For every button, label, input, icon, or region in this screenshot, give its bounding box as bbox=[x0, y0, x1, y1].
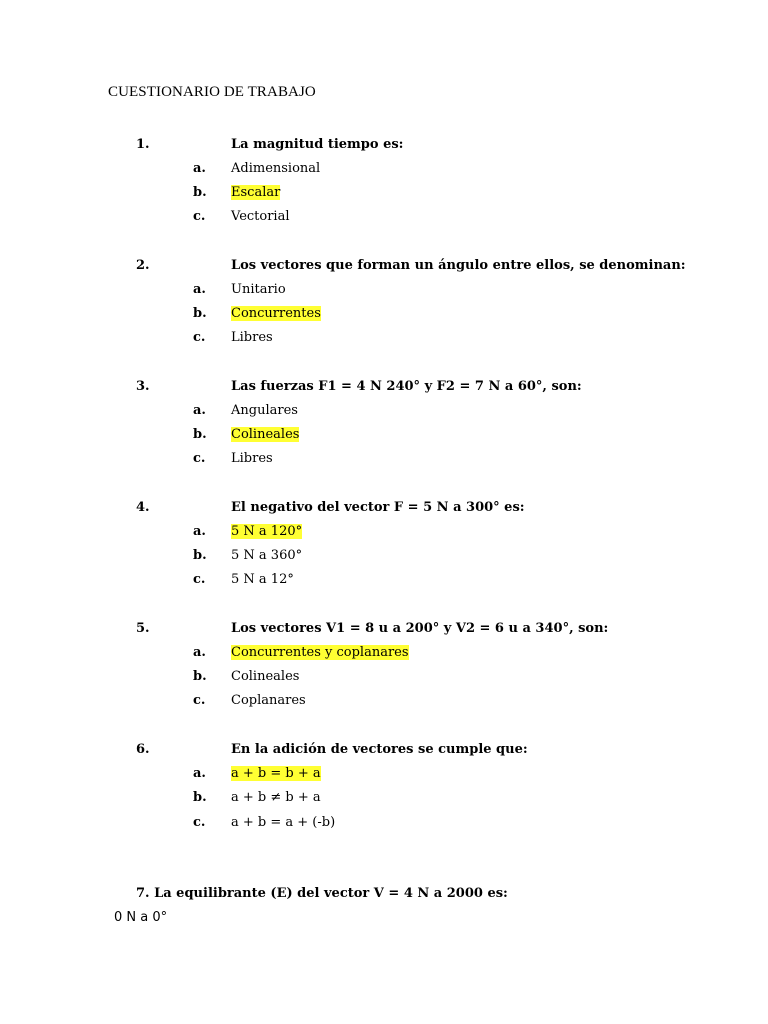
option-letter: a. bbox=[193, 524, 206, 539]
question-number: 2. bbox=[136, 258, 150, 273]
option-letter: a. bbox=[193, 282, 206, 297]
option-text: Colineales bbox=[231, 669, 300, 684]
question-text: Los vectores que forman un ángulo entre ellos, se denominan: bbox=[231, 258, 686, 273]
option-letter: c. bbox=[193, 572, 206, 587]
question-text: En la adición de vectores se cumple que: bbox=[231, 742, 528, 757]
option-letter: c. bbox=[193, 451, 206, 466]
option-text: Unitario bbox=[231, 282, 286, 297]
option-text: Adimensional bbox=[231, 161, 321, 176]
option-letter: b. bbox=[193, 306, 207, 321]
question-text: 7. La equilibrante (E) del vector V = 4 N a 2000 es: bbox=[136, 886, 508, 901]
option-letter: b. bbox=[193, 548, 207, 563]
question-text: Las fuerzas F1 = 4 N 240° y F2 = 7 N a 60°, son: bbox=[231, 379, 582, 394]
question-number: 5. bbox=[136, 621, 150, 636]
option-letter: b. bbox=[193, 669, 207, 684]
option-text: Vectorial bbox=[231, 209, 290, 224]
option-letter: a. bbox=[193, 645, 206, 660]
option-text: 5 N a 360° bbox=[231, 548, 303, 563]
document-title: CUESTIONARIO DE TRABAJO bbox=[108, 84, 316, 100]
option-letter: b. bbox=[193, 185, 207, 200]
option-text: a + b ≠ b + a bbox=[231, 790, 321, 805]
question-number: 4. bbox=[136, 500, 150, 515]
question-text: El negativo del vector F = 5 N a 300° es: bbox=[231, 500, 525, 515]
option-text: 5 N a 12° bbox=[231, 572, 294, 587]
option-letter: a. bbox=[193, 403, 206, 418]
option-text: Libres bbox=[231, 451, 273, 466]
question-number: 6. bbox=[136, 742, 150, 757]
option-text-highlighted: a + b = b + a bbox=[231, 766, 321, 781]
question-text: Los vectores V1 = 8 u a 200° y V2 = 6 u a 340°, son: bbox=[231, 621, 609, 636]
answer-text: 0 N a 0° bbox=[114, 910, 168, 925]
option-letter: c. bbox=[193, 815, 206, 830]
question-text: La magnitud tiempo es: bbox=[231, 137, 404, 152]
option-text-highlighted: Escalar bbox=[231, 185, 281, 200]
option-text-highlighted: 5 N a 120° bbox=[231, 524, 303, 539]
option-text-highlighted: Concurrentes y coplanares bbox=[231, 645, 409, 660]
option-text-highlighted: Concurrentes bbox=[231, 306, 321, 321]
option-text: a + b = a + (-b) bbox=[231, 815, 336, 830]
option-text-highlighted: Colineales bbox=[231, 427, 300, 442]
question-number: 1. bbox=[136, 137, 150, 152]
option-text: Angulares bbox=[231, 403, 298, 418]
option-letter: c. bbox=[193, 209, 206, 224]
option-letter: a. bbox=[193, 766, 206, 781]
option-letter: b. bbox=[193, 427, 207, 442]
option-letter: b. bbox=[193, 790, 207, 805]
option-letter: c. bbox=[193, 693, 206, 708]
question-number: 3. bbox=[136, 379, 150, 394]
option-letter: a. bbox=[193, 161, 206, 176]
option-text: Libres bbox=[231, 330, 273, 345]
option-letter: c. bbox=[193, 330, 206, 345]
option-text: Coplanares bbox=[231, 693, 306, 708]
